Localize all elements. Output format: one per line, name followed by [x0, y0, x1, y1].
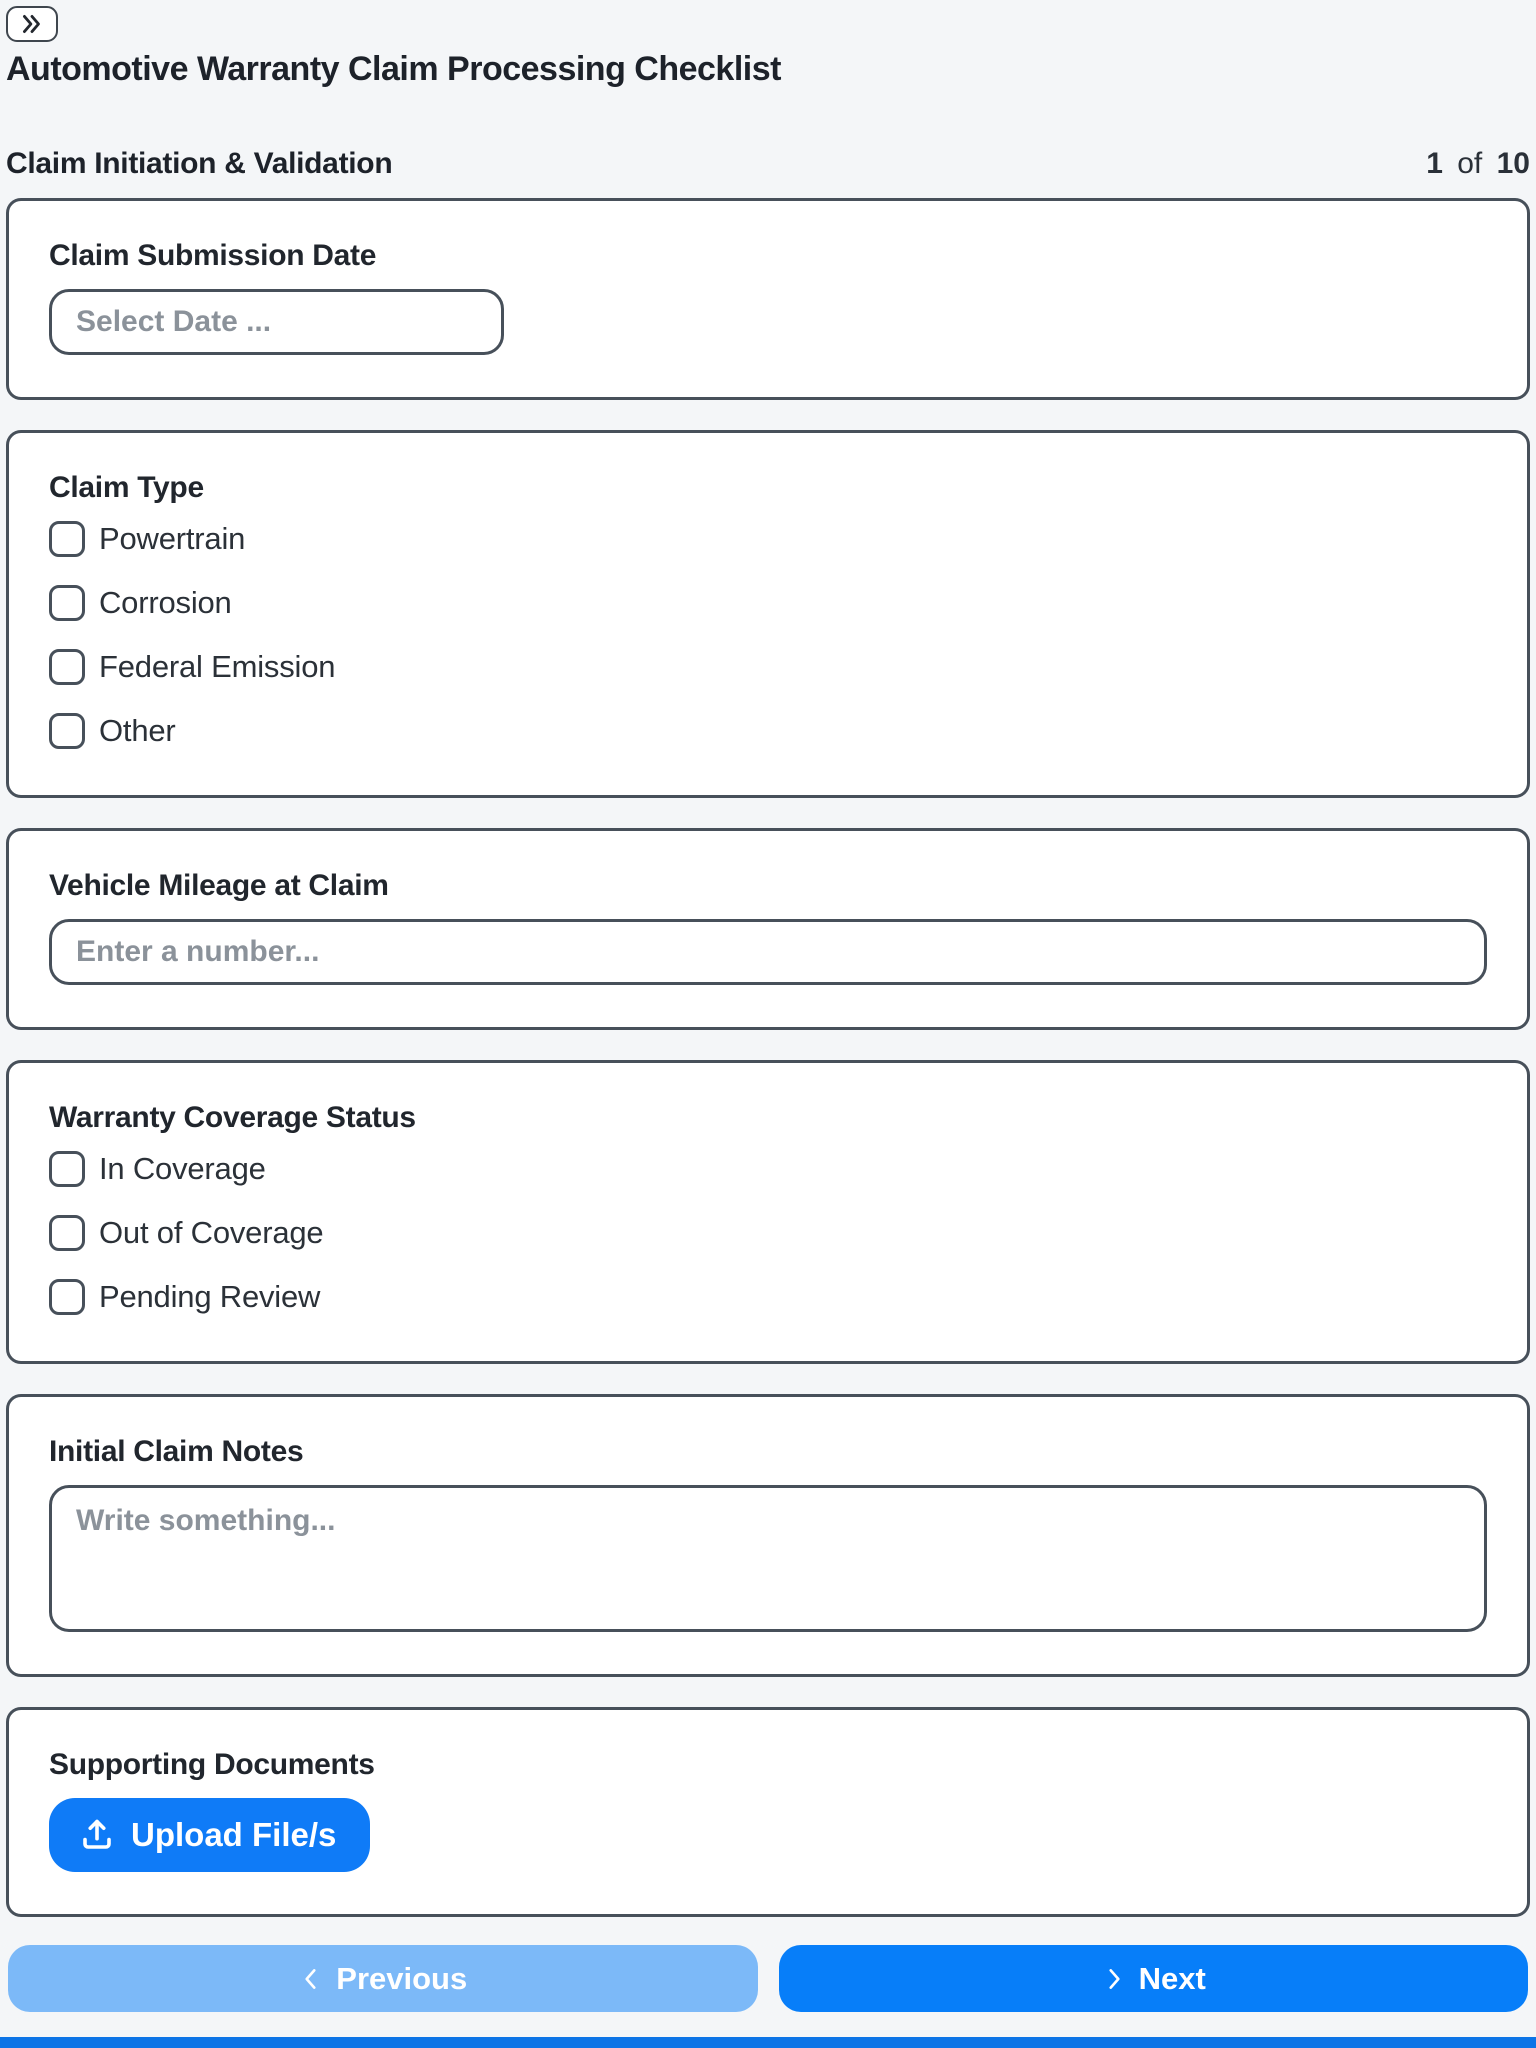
previous-button[interactable] [8, 1945, 758, 2012]
checklist-cards [6, 198, 1530, 1917]
claim-type-label: Claim Type [49, 471, 204, 504]
corrosion-label: Corrosion [99, 585, 232, 620]
upload-files-button-label: Upload File/s [131, 1816, 337, 1853]
federal-emission-label: Federal Emission [99, 649, 336, 684]
pending-review-label: Pending Review [99, 1279, 321, 1314]
other-label: Other [99, 713, 176, 748]
option-row-out-of-coverage [49, 1211, 1487, 1255]
option-row-in-coverage [49, 1147, 1487, 1191]
section-header-row [6, 147, 1530, 181]
initial-claim-notes-textarea[interactable] [49, 1485, 1487, 1632]
bottom-accent-bar [0, 2037, 1536, 2048]
option-row-pending-review [49, 1275, 1487, 1319]
next-button[interactable] [779, 1945, 1529, 2012]
page-title: Automotive Warranty Claim Processing Checklist [6, 50, 781, 88]
supporting-documents-label: Supporting Documents [49, 1748, 375, 1781]
card-warranty-coverage-status [6, 1060, 1530, 1364]
page-counter-current: 1 [1426, 147, 1443, 180]
claim-submission-date-label: Claim Submission Date [49, 239, 377, 272]
option-row-federal-emission [49, 645, 1487, 689]
vehicle-mileage-label: Vehicle Mileage at Claim [49, 869, 389, 902]
card-supporting-documents [6, 1707, 1530, 1917]
powertrain-label: Powertrain [99, 521, 246, 556]
out-of-coverage-checkbox[interactable] [49, 1215, 85, 1251]
card-claim-type [6, 430, 1530, 798]
option-row-other [49, 709, 1487, 753]
powertrain-checkbox[interactable] [49, 521, 85, 557]
card-initial-claim-notes [6, 1394, 1530, 1677]
vehicle-mileage-input[interactable] [49, 919, 1487, 985]
sidebar-expand-button[interactable] [6, 6, 58, 42]
option-row-corrosion [49, 581, 1487, 625]
page-counter-total: 10 [1496, 147, 1530, 180]
coverage-status-options [49, 1147, 1487, 1319]
upload-icon [79, 1817, 115, 1853]
page-counter [1426, 147, 1530, 181]
option-row-powertrain [49, 517, 1487, 561]
pending-review-checkbox[interactable] [49, 1279, 85, 1315]
chevron-right-icon [1101, 1966, 1127, 1992]
claim-submission-date-input[interactable] [49, 289, 504, 355]
initial-claim-notes-label: Initial Claim Notes [49, 1435, 304, 1468]
card-claim-submission-date [6, 198, 1530, 400]
chevrons-right-icon [17, 11, 47, 37]
page-counter-separator: of [1457, 147, 1483, 180]
other-checkbox[interactable] [49, 713, 85, 749]
federal-emission-checkbox[interactable] [49, 649, 85, 685]
in-coverage-checkbox[interactable] [49, 1151, 85, 1187]
chevron-left-icon [298, 1966, 324, 1992]
footer-navigation [8, 1945, 1528, 2012]
section-title: Claim Initiation & Validation [6, 147, 393, 180]
claim-type-options [49, 517, 1487, 753]
in-coverage-label: In Coverage [99, 1151, 266, 1186]
corrosion-checkbox[interactable] [49, 585, 85, 621]
upload-files-button[interactable] [49, 1798, 370, 1872]
previous-button-label: Previous [336, 1960, 468, 1996]
next-button-label: Next [1138, 1960, 1206, 1996]
card-vehicle-mileage [6, 828, 1530, 1030]
warranty-coverage-status-label: Warranty Coverage Status [49, 1101, 416, 1134]
out-of-coverage-label: Out of Coverage [99, 1215, 324, 1250]
